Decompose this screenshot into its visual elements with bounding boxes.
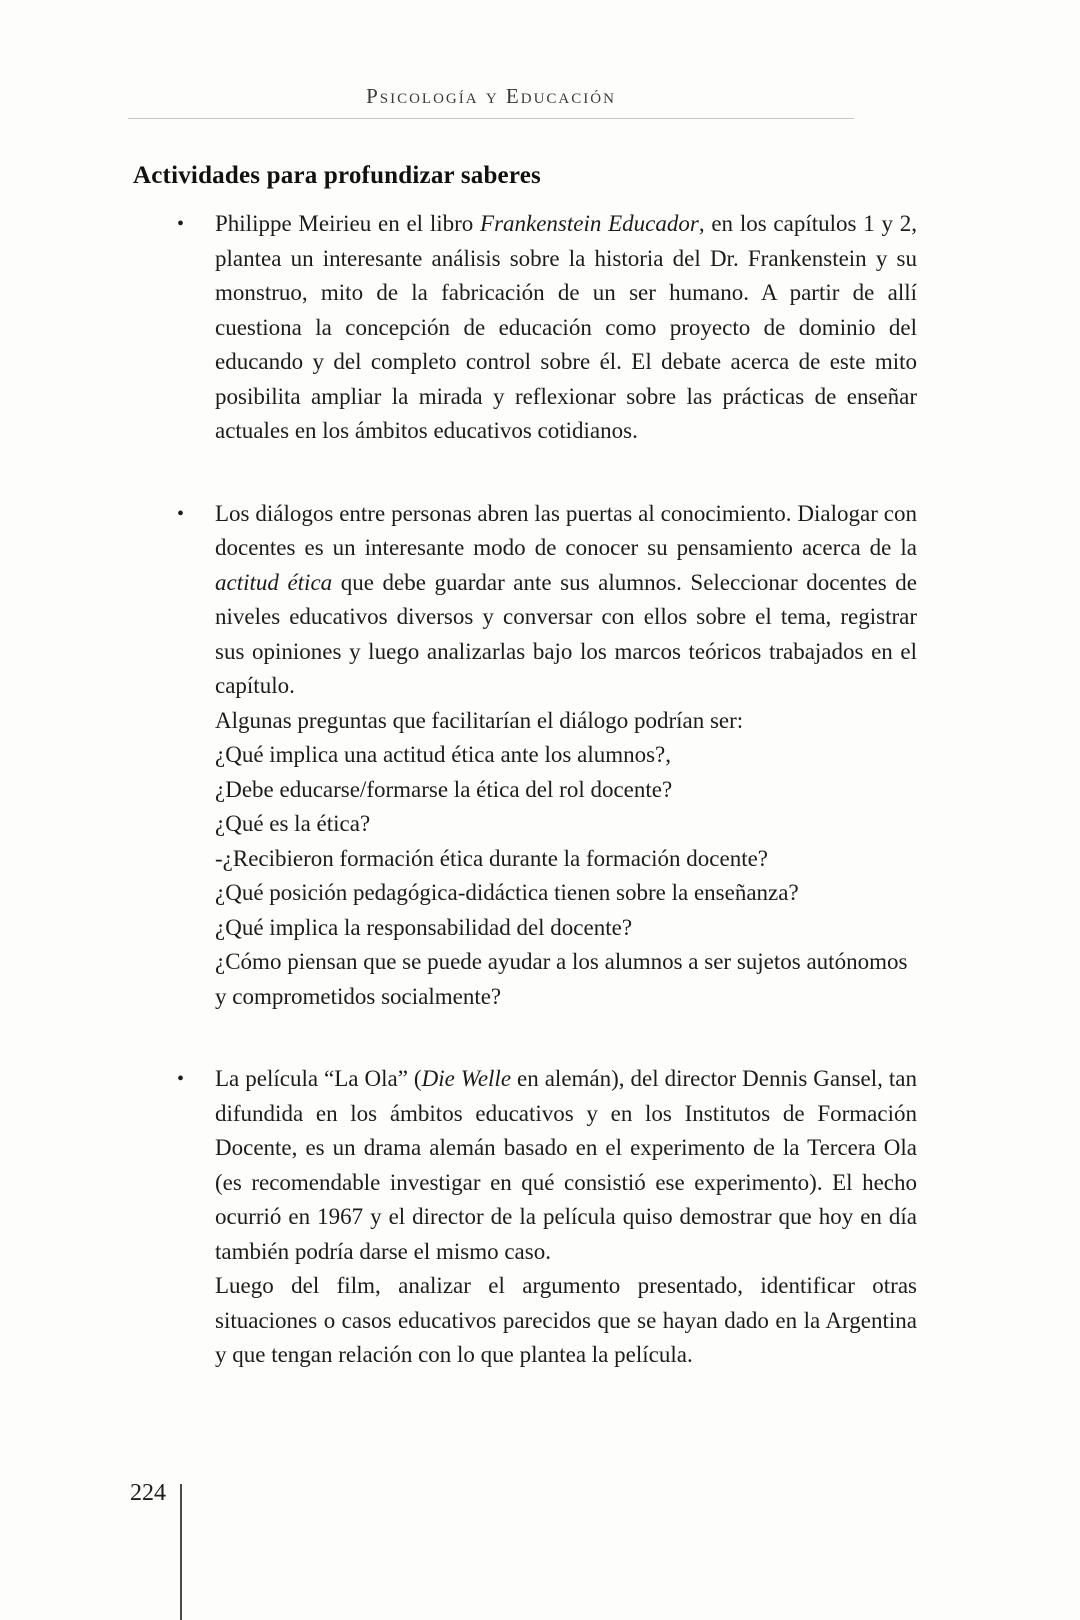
page-gutter-line	[180, 1484, 182, 1620]
header-rule	[128, 118, 854, 119]
text-segment: La película “La Ola” (	[215, 1066, 422, 1091]
text-segment: Philippe Meirieu en el libro	[215, 211, 481, 236]
question-line: ¿Qué implica una actitud ética ante los alumnos?,	[215, 742, 672, 767]
book-title-italic: Frankenstein Educador	[480, 211, 699, 236]
page-number: 224	[130, 1480, 166, 1506]
question-line: ¿Debe educarse/formarse la ética del rol docente?	[215, 776, 673, 802]
text-segment: Los diálogos entre personas abren las puertas al conocimiento. Dialogar con docentes es un interesante modo de conocer su pensamiento acerca de la	[215, 500, 917, 560]
question-line: ¿Qué implica la responsabilidad del docente?	[215, 914, 633, 940]
bullet-marker: •	[177, 1068, 185, 1090]
paragraph	[215, 1062, 917, 1269]
list-item	[177, 1062, 917, 1373]
paragraph: Luego del film, analizar el argumento presentado, identificar otras situaciones o casos educativos parecidos que se hayan dado en la Argentina y que tengan relación con lo que plantea la película.	[215, 1273, 917, 1367]
text-segment: en alemán), del director Dennis Gansel, tan difundida en los ámbitos educativos y en los Institutos de Formación Docente, es un drama alemán basado en el experimento de la Tercera Ola (es recomendable investigar en qué consistió ese experimento). El hecho ocurrió en 1967 y el director de la película quiso demostrar que hoy en día también podría darse el mismo caso.	[215, 1066, 917, 1264]
film-title-italic: Die Welle	[421, 1066, 512, 1091]
bullet-list	[177, 207, 917, 1373]
paragraph	[215, 207, 917, 449]
bullet-marker: •	[177, 502, 185, 525]
bullet-marker: •	[177, 213, 185, 235]
text-segment: que debe guardar ante sus alumnos. Seleccionar docentes de niveles educativos diversos y conversar con ellos sobre el tema, registrar sus opiniones y luego analizarlas bajo los marcos teóricos trabajados en el capítulo.	[215, 569, 917, 698]
paragraph	[215, 497, 917, 704]
list-item	[177, 497, 917, 1015]
list-item	[177, 207, 917, 449]
running-header: Psicología y Educación	[366, 84, 616, 108]
questions-intro: Algunas preguntas que facilitarían el diálogo podrían ser:	[215, 707, 744, 733]
section-title: Actividades para profundizar saberes	[133, 162, 541, 189]
text-segment: , en los capítulos 1 y 2, plantea un interesante análisis sobre la historia del Dr. Frankenstein y su monstruo, mito de la fabricación de un ser humano. A partir de allí cuestiona la concepción de educación como proyecto de dominio del educando y del completo control sobre él. El debate acerca de este mito posibilita ampliar la mirada y reflexionar sobre las prácticas de enseñar actuales en los ámbitos educativos cotidianos.	[215, 211, 917, 443]
question-line: ¿Cómo piensan que se puede ayudar a los alumnos a ser sujetos autónomos y comprometidos socialmente?	[215, 949, 908, 1009]
emphasis-italic: actitud ética	[215, 569, 333, 595]
question-line: ¿Qué es la ética?	[215, 811, 371, 836]
question-line: -¿Recibieron formación ética durante la formación docente?	[215, 845, 768, 871]
question-line: ¿Qué posición pedagógica-didáctica tienen sobre la enseñanza?	[215, 880, 799, 905]
